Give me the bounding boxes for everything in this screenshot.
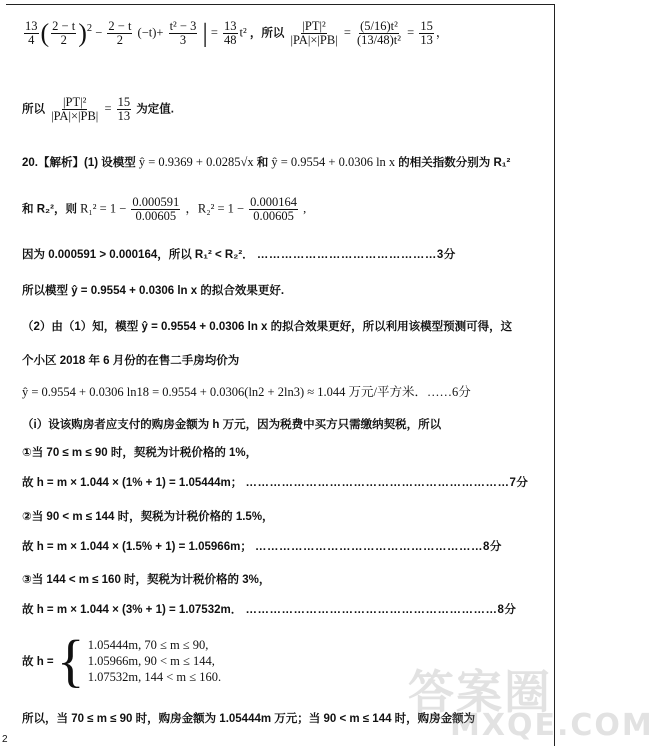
- so-model-line: 所以模型 ŷ = 0.9554 + 0.0306 ln x 的拟合效果更好.: [22, 285, 285, 297]
- watermark-logo: 答案圈: [408, 665, 552, 719]
- top-equation: $\frac{13}{4}$ ( $\frac{2 - t}{2}$ )$^2$ − $\frac{2 - t}{2}$ (−t)+ $\frac{\text{t² − 3}}{3}$ | = $\frac{13}{48}$ t² ，所以 $\frac{\text{|PT|²}}{|PA|\times|PB|}$ = $\frac{\text{(5/16)t²}}{\text{(13/48)t²}}$ = $\frac{15}{13}$ ，: [25, 18, 449, 48]
- r-squared-line: 和 R₂²，则 R₁² = 1 − $\frac{0.000591}{0.00605}$ ，R₂² = 1 − $\frac{0.000164}{0.00605}$ ,: [22, 195, 307, 223]
- because-line: 因为 0.000591 > 0.000164，所以 R₁² < R₂²． ………………………………………3分: [22, 249, 456, 261]
- final-line: 所以，当 70 ≤ m ≤ 90 时，购房金额为 1.05444m 万元；当 90 < m ≤ 144 时，购房金额为: [22, 713, 476, 725]
- page-frame-right: [554, 4, 555, 746]
- constant-statement: 所以 $\frac{\text{|PT|²}}{|PA|\times|PB|}$ = $\frac{15}{13}$ 为定值.: [22, 95, 174, 123]
- part2-line-a: （2）由（1）知，模型 ŷ = 0.9554 + 0.0306 ln x 的拟合效果更好，所以利用该模型预测可得，这: [22, 321, 513, 333]
- calc-line: ŷ = 0.9554 + 0.0306 ln18 = 0.9554 + 0.0306(ln2 + 2ln3) ≈ 1.044 万元/平方米．……6分: [22, 385, 471, 399]
- q20-heading: 20.【解析】(1) 设模型 ŷ = 0.9369 + 0.0285√x 和 ŷ = 0.9554 + 0.0306 ln x 的相关指数分别为 R₁²: [22, 155, 511, 169]
- piecewise-function: 故 h = { 1.05444m, 70 ≤ m ≤ 90, 1.05966m, 90 < m ≤ 144, 1.07532m, 144 < m ≤ 160.: [22, 628, 222, 693]
- page-number: 2: [2, 734, 8, 745]
- so-label: ，所以: [249, 27, 285, 40]
- part2-line-b: 个小区 2018 年 6 月份的在售二手房均价为: [22, 355, 240, 367]
- case-2-eq: 故 h = m × 1.044 × (1.5% + 1) = 1.05966m； …………………………………………………8分: [22, 541, 502, 553]
- page-frame-top: [6, 4, 554, 5]
- case-3-eq: 故 h = m × 1.044 × (3% + 1) = 1.07532m． ………………………………………………………8分: [22, 604, 517, 616]
- watermark-url: MXQE.COM: [450, 708, 654, 743]
- case-1: ①当 70 ≤ m ≤ 90 时，契税为计税价格的 1%，: [22, 447, 258, 459]
- case-3: ③当 144 < m ≤ 160 时，契税为计税价格的 3%，: [22, 574, 271, 586]
- case-2: ②当 90 < m ≤ 144 时，契税为计税价格的 1.5%，: [22, 511, 274, 523]
- brace: {: [56, 628, 85, 693]
- case-intro: （i）设该购房者应支付的购房金额为 h 万元，因为税费中买方只需缴纳契税，所以: [22, 419, 442, 431]
- case-1-eq: 故 h = m × 1.044 × (1% + 1) = 1.05444m； …………………………………………………………7分: [22, 477, 529, 489]
